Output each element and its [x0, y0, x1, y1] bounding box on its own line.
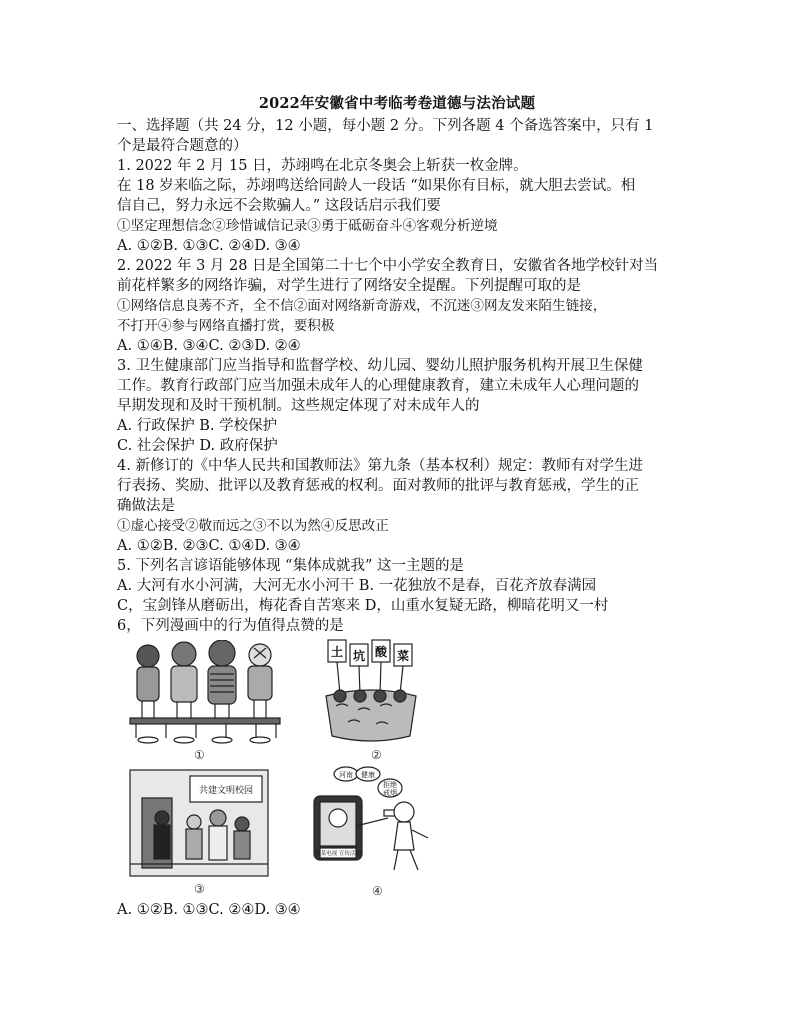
section-heading: 一、选择题（共 24 分，12 小题，每小题 2 分。下列各题 4 个备选答案中，只有 1 [117, 118, 654, 134]
question-1-options: A. ①②B. ①③C. ②④D. ③④ [117, 238, 301, 254]
sign-2: 坑 [352, 649, 366, 663]
question-5-options-ab: A. 大河有水小河满，大河无水小河干 B. 一花独放不是春，百花齐放春满园 [117, 578, 597, 594]
question-3-options-cd: C. 社会保护 D. 政府保护 [117, 438, 278, 454]
bubble-4: 戒烟 [383, 789, 397, 797]
question-2-options: A. ①④B. ③④C. ②③D. ②④ [117, 338, 301, 354]
question-1-text-cont: 信自己，努力永远不会欺骗人。” 这段话启示我们要 [117, 198, 441, 214]
question-6-options: A. ①②B. ①③C. ②④D. ③④ [117, 902, 301, 918]
question-1: 1. 2022 年 2 月 15 日，苏翊鸣在北京冬奥会上斩获一枚金牌。 [117, 158, 528, 174]
question-3-cont: 工作。教育行政部门应当加强未成年人的心理健康教育，建立未成年人心理问题的 [117, 378, 639, 394]
cartoon-figure-1 [126, 640, 286, 748]
question-1-statements: ①坚定理想信念②珍惜诚信记录③勇于砥砺奋斗④客观分析逆境 [117, 218, 498, 234]
question-5: 5. 下列名言谚语能够体现 “集体成就我” 这一主题的是 [117, 558, 464, 574]
question-4-options: A. ①②B. ②③C. ①④D. ③④ [117, 538, 301, 554]
cartoon-figure-3 [128, 768, 270, 878]
question-4: 4. 新修订的《中华人民共和国教师法》第九条（基本权利）规定：教师有对学生进 [117, 458, 643, 474]
bubble-1: 河南 [339, 771, 353, 779]
figure-3-caption: ③ [194, 882, 205, 896]
bubble-3: 拒绝 [383, 781, 397, 789]
figure-1-caption: ① [194, 748, 205, 762]
question-2-statements: ①网络信息良莠不齐，全不信②面对网络新奇游戏，不沉迷③网友发来陌生链接， [117, 298, 607, 314]
question-4-cont: 行表扬、奖励、批评以及教育惩戒的权利。面对教师的批评与教育惩戒，学生的正 [117, 478, 639, 494]
sign-3: 酸 [374, 645, 388, 659]
bubble-2: 健康 [361, 771, 375, 779]
question-3-cont-2: 早期发现和及时干预机制。这些规定体现了对未成年人的 [117, 398, 480, 414]
cartoon-figure-2 [318, 636, 424, 748]
question-2-cont: 前花样繁多的网络诈骗，对学生进行了网络安全提醒。下列提醒可取的是 [117, 278, 581, 294]
question-5-options-cd: C，宝剑锋从磨砺出，梅花香自苦寒来 D，山重水复疑无路，柳暗花明又一村 [117, 598, 609, 614]
question-1-text: 在 18 岁来临之际，苏翊鸣送给同龄人一段话 “如果你有目标，就大胆去尝试。相 [117, 178, 636, 194]
figure-2-caption: ② [371, 748, 382, 762]
question-6: 6，下列漫画中的行为值得点赞的是 [117, 618, 344, 634]
sign-1: 土 [330, 645, 344, 659]
question-3-options-ab: A. 行政保护 B. 学校保护 [117, 418, 278, 434]
question-4-statements: ①虚心接受②敬而远之③不以为然④反思改正 [117, 518, 389, 534]
cartoon-figure-4 [310, 766, 438, 878]
question-3: 3. 卫生健康部门应当指导和监督学校、幼儿园、婴幼儿照护服务机构开展卫生保健 [117, 358, 643, 374]
section-heading-cont: 个是最符合题意的） [117, 138, 248, 154]
figure-4-caption: ④ [372, 884, 383, 898]
question-2-statements-cont: 不打开④参与网络直播打赏，要积极 [117, 318, 335, 334]
sign-4: 菜 [396, 649, 410, 663]
figure-3-board-text: 共建文明校园 [198, 786, 254, 796]
tv-screen-text: 某某电视 宣传活动 [315, 851, 361, 857]
question-2: 2. 2022 年 3 月 28 日是全国第二十七个中小学安全教育日，安徽省各地学校针对当 [117, 258, 659, 274]
page-title: 2022年安徽省中考临考卷道德与法治试题 [258, 95, 536, 112]
question-4-cont-2: 确做法是 [117, 498, 175, 514]
